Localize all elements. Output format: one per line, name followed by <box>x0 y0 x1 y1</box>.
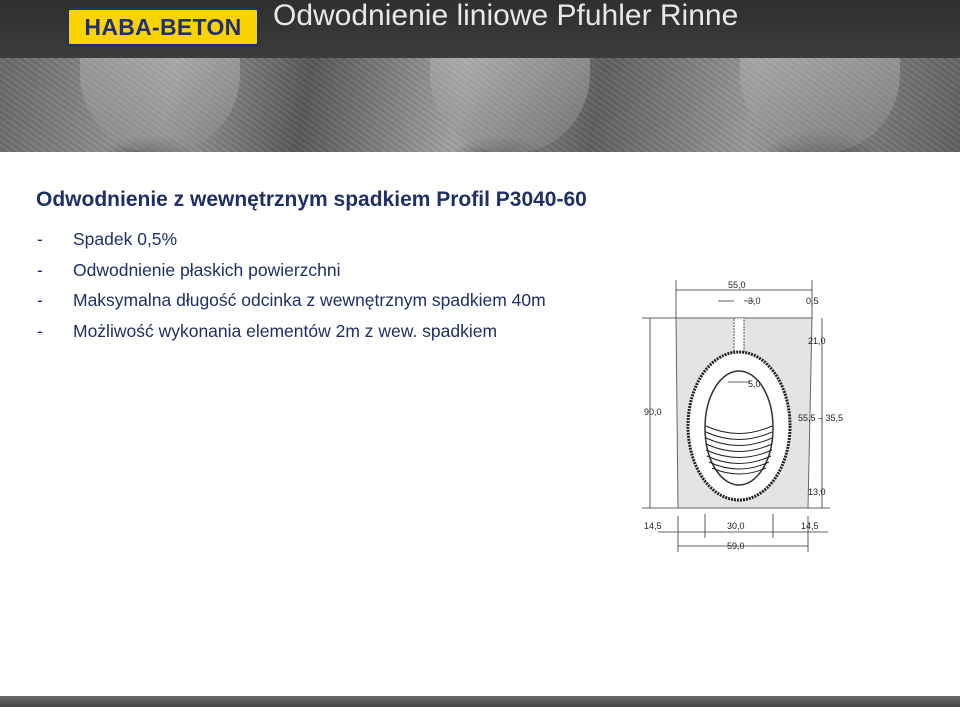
dim-total-height: 90,0 <box>644 407 662 417</box>
dim-top-width: 55,0 <box>728 280 746 290</box>
channel-cross-section-diagram <box>638 276 850 560</box>
bullet-dash: - <box>37 229 43 249</box>
list-item-text: Odwodnienie płaskich powierzchni <box>73 259 341 280</box>
list-item <box>37 255 546 286</box>
logo-text: HABA-BETON <box>84 13 242 40</box>
bullet-dash: - <box>37 259 43 280</box>
footer-strip <box>0 696 960 707</box>
list-item-text: Spadek 0,5% <box>73 229 178 249</box>
dim-bottom-width: 59,0 <box>727 541 745 551</box>
bullet-dash: - <box>37 320 43 341</box>
list-item-text: Maksymalna długość odcinka z wewnętrznym spadkiem 40m <box>73 290 546 310</box>
dim-top-right-height: 21,0 <box>808 336 826 346</box>
top-slot <box>734 318 744 356</box>
list-item <box>37 285 546 316</box>
dim-inner-step: 5,0 <box>748 379 761 389</box>
dim-depth-range: 55,5 – 35,5 <box>798 413 844 423</box>
section-subtitle: Odwodnienie z wewnętrznym spadkiem Profil P3040-60 <box>36 188 587 211</box>
dim-right-offset: 14,5 <box>801 521 819 531</box>
list-item-text: Możliwość wykonania elementów 2m z wew. spadkiem <box>73 320 498 341</box>
dim-slope: 0,5 <box>806 296 819 306</box>
inner-oval <box>705 371 773 485</box>
haba-beton-logo <box>67 8 259 46</box>
bullet-dash: - <box>37 290 43 310</box>
dim-slot: 3,0 <box>748 296 761 306</box>
dim-left-offset: 14,5 <box>644 521 662 531</box>
dim-channel-width: 30,0 <box>727 521 745 531</box>
list-item <box>37 316 546 347</box>
page-title: Odwodnienie liniowe Pfuhler Rinne <box>273 0 739 32</box>
list-item <box>37 224 546 255</box>
header-banner <box>0 0 960 152</box>
dim-bottom-height: 13,0 <box>808 487 826 497</box>
feature-list <box>37 224 546 346</box>
